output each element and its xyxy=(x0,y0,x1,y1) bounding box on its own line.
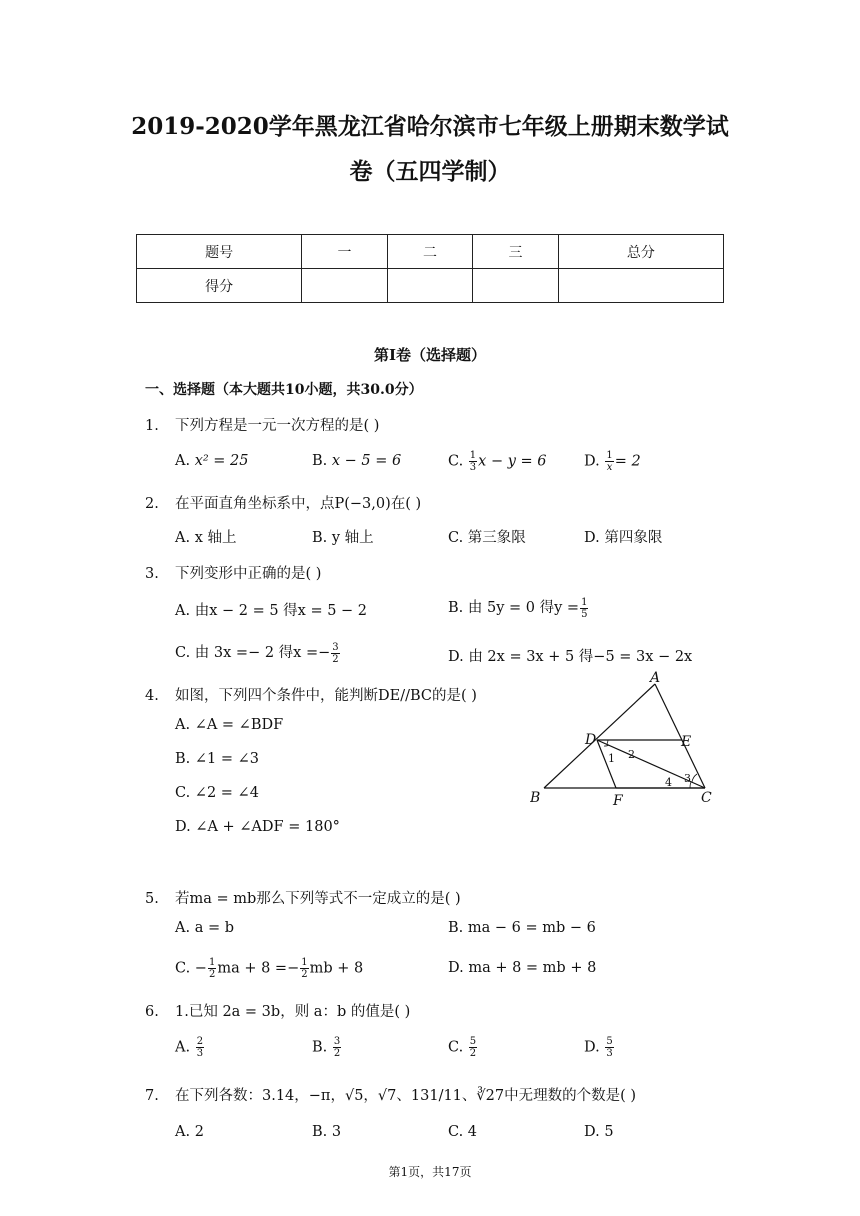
q2-option-c: C. 第三象限 xyxy=(448,530,526,546)
q3-option-a: A. 由x − 2 = 5 得x = 5 − 2 xyxy=(175,603,368,619)
question-1: 1. 下列方程是一元一次方程的是( ) xyxy=(145,418,380,434)
question-3: 3. 下列变形中正确的是( ) xyxy=(145,566,322,582)
label-angle-3: 3 xyxy=(684,772,691,785)
q7-option-c: C. 4 xyxy=(448,1124,478,1140)
q5-option-d: D. ma + 8 = mb + 8 xyxy=(448,960,597,976)
q7-option-b: B. 3 xyxy=(312,1124,342,1140)
q5-option-b: B. ma − 6 = mb − 6 xyxy=(448,920,596,936)
score-table xyxy=(136,234,724,303)
q6-option-a: A. $\frac{2}{3}$ xyxy=(175,1036,204,1059)
segment-ac xyxy=(655,684,705,788)
q4-option-b: B. ∠1 = ∠3 xyxy=(175,751,259,767)
q3-option-c: C. 由 3x =− 2 得x =− $\frac{3}{2}$ xyxy=(175,641,339,665)
table-cell: 总分 xyxy=(558,235,723,269)
question-4: 4. 如图，下列四个条件中，能判断DE//BC的是( ) xyxy=(145,688,477,704)
table-cell: 二 xyxy=(387,235,472,269)
geometry-figure xyxy=(530,668,730,813)
label-angle-2: 2 xyxy=(628,748,635,761)
q6-option-c: C. $\frac{5}{2}$ xyxy=(448,1036,477,1059)
q4-option-d: D. ∠A + ∠ADF = 180° xyxy=(175,819,340,835)
label-angle-1: 1 xyxy=(608,752,615,765)
question-7: 7. 在下列各数：3.14，−π，√5，√7、131/11、∛27中无理数的个数是( ) xyxy=(145,1088,637,1104)
q1-option-d: D. $\frac{1}{x}$ = 2 xyxy=(584,450,641,473)
table-cell: 得分 xyxy=(137,269,302,303)
table-cell: 三 xyxy=(473,235,558,269)
label-e: E xyxy=(681,734,692,750)
table-cell: 一 xyxy=(302,235,387,269)
q1-option-c: C. $\frac{1}{3}$ x − y = 6 xyxy=(448,450,547,473)
q4-option-c: C. ∠2 = ∠4 xyxy=(175,785,259,801)
table-cell xyxy=(473,269,558,303)
angle-3-arc xyxy=(692,774,697,782)
label-f: F xyxy=(613,793,623,809)
q2-option-d: D. 第四象限 xyxy=(584,530,663,546)
section-heading: 第I卷（选择题） xyxy=(373,346,487,364)
segment-ab xyxy=(544,684,655,788)
question-5: 5. 若ma = mb那么下列等式不一定成立的是( ) xyxy=(145,891,461,907)
exam-title: 2019-2020学年黑龙江省哈尔滨市七年级上册期末数学试 卷（五四学制） xyxy=(131,113,729,185)
question-2: 2. 在平面直角坐标系中，点P(−3,0)在( ) xyxy=(145,496,422,512)
label-angle-4: 4 xyxy=(665,776,672,789)
q6-option-d: D. $\frac{5}{3}$ xyxy=(584,1036,613,1059)
page-footer: 第1页，共17页 xyxy=(388,1165,472,1179)
table-cell: 题号 xyxy=(137,235,302,269)
question-6: 6. 1.已知 2a = 3b，则 a：b 的值是( ) xyxy=(145,1004,411,1020)
label-b: B xyxy=(530,790,541,806)
label-c: C xyxy=(701,790,712,806)
q1-option-b: B. x − 5 = 6 xyxy=(312,453,402,469)
label-d: D xyxy=(585,732,597,748)
table-cell xyxy=(558,269,723,303)
q3-option-b: B. 由 5y = 0 得y = $\frac{1}{5}$ xyxy=(448,596,588,620)
part-heading: 一、选择题（本大题共10小题，共30.0分） xyxy=(145,382,423,398)
q2-option-a: A. x 轴上 xyxy=(175,530,237,546)
label-a: A xyxy=(650,670,661,686)
q1-option-a: A. x² = 25 xyxy=(175,453,249,469)
table-row xyxy=(137,269,724,303)
q2-option-b: B. y 轴上 xyxy=(312,530,374,546)
q6-option-b: B. $\frac{3}{2}$ xyxy=(312,1036,341,1059)
q7-option-d: D. 5 xyxy=(584,1124,614,1140)
q7-option-a: A. 2 xyxy=(175,1124,204,1140)
q3-option-d: D. 由 2x = 3x + 5 得−5 = 3x − 2x xyxy=(448,649,693,665)
q5-option-a: A. a = b xyxy=(175,920,234,936)
table-cell xyxy=(302,269,387,303)
q4-option-a: A. ∠A = ∠BDF xyxy=(175,717,284,733)
q5-option-c: C. − $\frac{1}{2}$ ma + 8 =− $\frac{1}{2}$ mb + 8 xyxy=(175,957,364,980)
table-row xyxy=(137,235,724,269)
angle-1-arc xyxy=(604,745,609,746)
table-cell xyxy=(387,269,472,303)
